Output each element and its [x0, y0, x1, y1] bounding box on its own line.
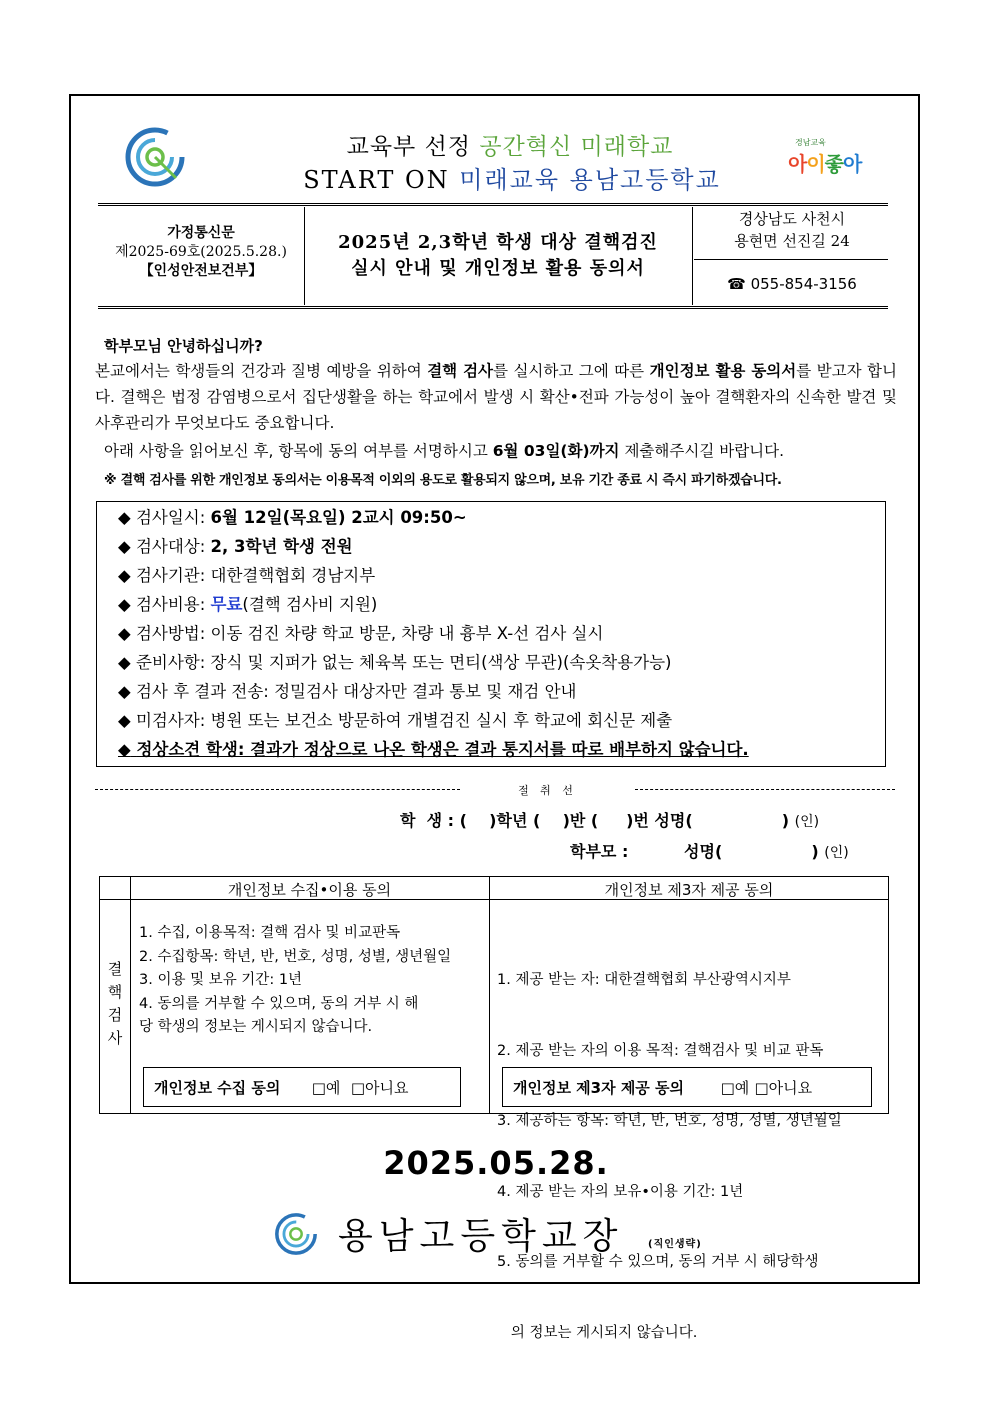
collect-yes-checkbox[interactable]: □예 — [311, 1079, 341, 1097]
collect-consent-box[interactable]: 개인정보 수집 동의 □예 □아니요 — [143, 1067, 461, 1107]
info-divider — [692, 207, 693, 305]
exam-date-item: ◆ 검사일시: 6월 12일(목요일) 2교시 09:50~ — [118, 508, 467, 527]
third-party-no-checkbox[interactable]: □아니요 — [754, 1079, 813, 1097]
student-signature-line[interactable]: 학 생 : ( )학년 ( )반 ( )번 성명( ) (인) — [400, 811, 820, 830]
exam-result-item: ◆ 검사 후 결과 전송: 정밀검사 대상자만 결과 통보 및 재검 안내 — [118, 682, 577, 701]
document-title: 2025년 2,3학년 학생 대상 결핵검진 실시 안내 및 개인정보 활용 동의서 — [338, 232, 658, 279]
exam-agency-item: ◆ 검사기관: 대한결핵협회 경남지부 — [118, 566, 376, 585]
greeting: 학부모님 안녕하십니까? — [104, 337, 263, 355]
exam-cost-item: ◆ 검사비용: 무료(결핵 검사비 지원) — [118, 595, 378, 614]
info-bottom-border — [98, 306, 888, 309]
row-label-tb: 결 핵 검 사 — [107, 960, 123, 1047]
school-phone: ☎ 055-854-3156 — [727, 275, 857, 293]
brand-caption: 경남교육 — [795, 138, 826, 147]
header-line1: 교육부 선정 공간혁신 미래학교 — [346, 134, 674, 160]
issue-date: 2025.05.28. — [383, 1144, 609, 1182]
left-consent-list: 1. 수집, 이용목적: 결핵 검사 및 비교판독 2. 수집항목: 학년, 반, 번호, 성명, 성별, 생년월일 3. 이용 및 보유 기간: 1년 4. 동의를 거부할 수 있으며, 동의 거부 시 해 당 학생의 정보는 게시되지 않습니다. — [139, 925, 452, 1035]
exam-normal-item: ◆ 정상소견 학생: 결과가 정상으로 나온 학생은 결과 통지서를 따로 배부하지 않습니다. — [118, 740, 749, 759]
school-address: 경상남도 사천시 용현면 선진길 24 — [734, 210, 850, 250]
cut-line: 절 취 선 — [95, 782, 895, 796]
address-divider — [694, 259, 888, 260]
collect-no-checkbox[interactable]: □아니요 — [350, 1079, 409, 1097]
deadline-paragraph: 아래 사항을 읽어보신 후, 항목에 동의 여부를 서명하시고 6월 03일(화)까지 제출해주시길 바랍니다. — [104, 442, 785, 460]
exam-absent-item: ◆ 미검사자: 병원 또는 보건소 방문하여 개별검진 실시 후 학교에 회신문 제출 — [118, 711, 673, 730]
header-line2: START ON 미래교육 용남고등학교 — [303, 166, 721, 194]
right-consent-list: 1. 제공 받는 자: 대한결핵협회 부산광역시지부 2. 제공 받는 자의 이용 목적: 결핵검사 및 비교 판독 3. 제공하는 항목: 학년, 반, 번호, 성명, 성별, 생년월일 4. 제공 받는 자의 보유•이용 기간: 1년 5. 동의를 거부할 수 있으며, 동의 거부 시 해당학생 의 정보는 게시되지 않습니다. — [497, 972, 842, 1341]
third-party-consent-box[interactable]: 개인정보 제3자 제공 동의 □예 □아니요 — [502, 1067, 872, 1107]
notice-info: 가정통신문 제2025-69호(2025.5.28.) 【인성안전보건부】 — [115, 225, 287, 279]
principal-name: 용남고등학교장 — [338, 1216, 624, 1257]
right-consent-header: 개인정보 제3자 제공 동의 — [604, 881, 774, 899]
school-logo-icon — [274, 1212, 318, 1256]
left-consent-header: 개인정보 수집•이용 동의 — [227, 881, 392, 899]
brand-logo: 아이좋아 — [788, 152, 862, 176]
table-divider — [489, 877, 490, 1113]
table-divider — [130, 877, 131, 1113]
seal-note: (직인생략) — [648, 1239, 702, 1250]
privacy-note: ※ 결핵 검사를 위한 개인정보 동의서는 이용목적 이외의 용도로 활용되지 않으며, 보유 기간 종료 시 즉시 파기하겠습니다. — [104, 473, 782, 488]
parent-signature-line[interactable]: 학부모 : 성명( ) (인) — [570, 842, 849, 861]
info-top-border — [98, 203, 888, 206]
exam-prep-item: ◆ 준비사항: 장식 및 지퍼가 없는 체육복 또는 면티(색상 무관)(속옷착용가능) — [118, 653, 672, 672]
exam-method-item: ◆ 검사방법: 이동 검진 차량 학교 방문, 차량 내 흉부 X-선 검사 실시 — [118, 624, 604, 643]
school-logo-icon — [124, 126, 186, 188]
intro-paragraph: 본교에서는 학생들의 건강과 질병 예방을 위하여 결핵 검사를 실시하고 그에 따른 개인정보 활용 동의서를 받고자 합니다. 결핵은 법정 감염병으로서 집단생활을 하는 학교에서 발생 시 확산•전파 가능성이 높아 결핵환자의 신속한 발견 및 사후관리가 무엇보다도 중요합니다. — [95, 362, 897, 432]
exam-target-item: ◆ 검사대상: 2, 3학년 학생 전원 — [118, 537, 353, 556]
third-party-yes-checkbox[interactable]: □예 — [720, 1079, 750, 1097]
